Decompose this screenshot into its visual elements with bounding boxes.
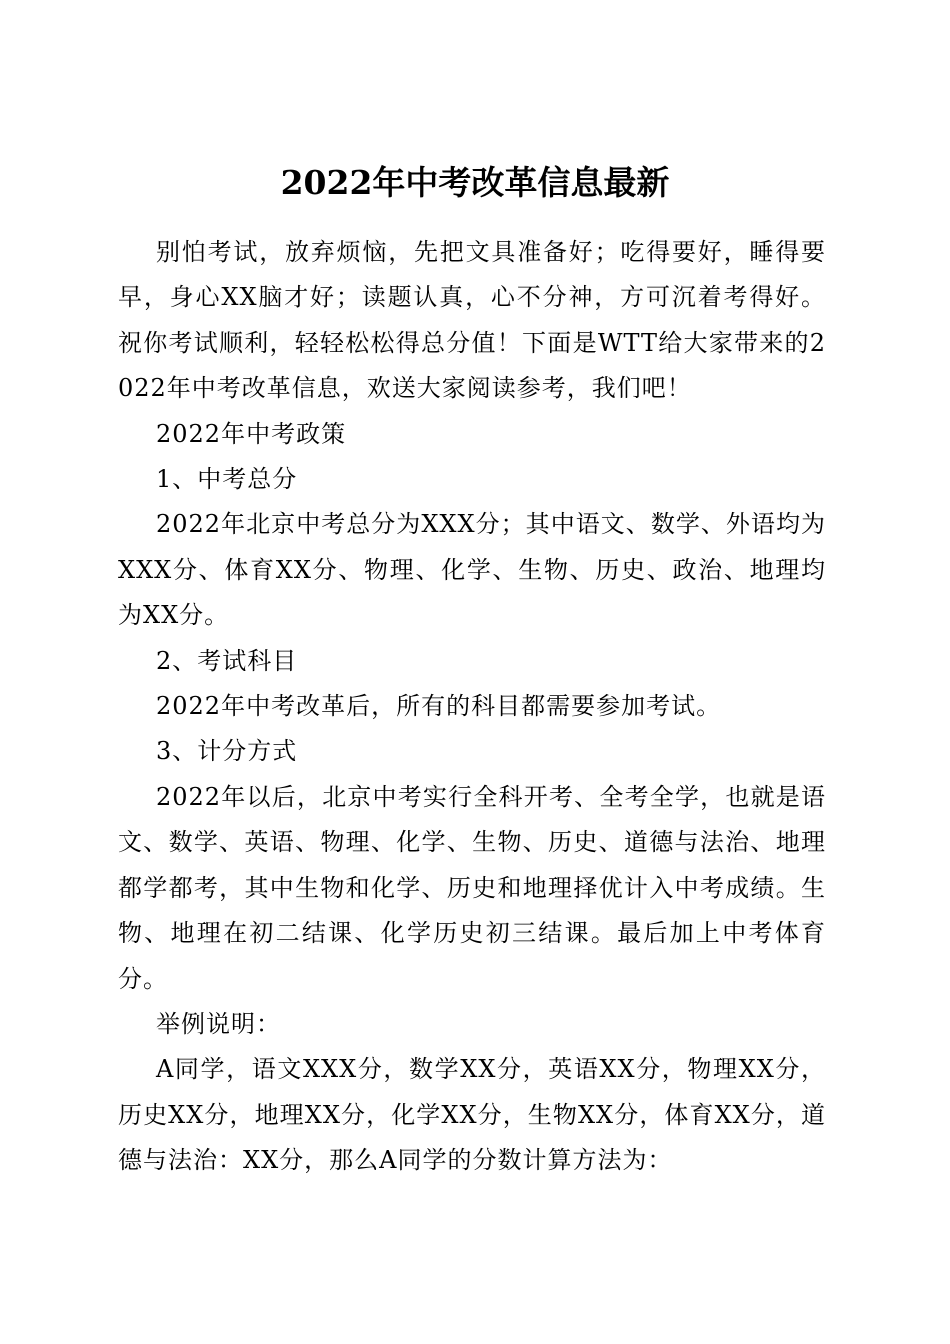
total-score-paragraph: 2022年北京中考总分为XXX分；其中语文、数学、外语均为XXX分、体育XX分、物理、化学、生物、历史、政治、地理均为XX分。 <box>118 510 826 630</box>
subheading-total-score: 1、中考总分 <box>156 465 298 494</box>
section-heading-policy: 2022年中考政策 <box>156 419 347 448</box>
exam-subjects-paragraph: 2022年中考改革后，所有的科目都需要参加考试。 <box>156 692 722 721</box>
document-body <box>118 230 826 1184</box>
document-title: 2022年中考改革信息最新 <box>280 163 670 203</box>
example-paragraph: A同学，语文XXX分，数学XX分，英语XX分，物理XX分，历史XX分，地理XX分，化学XX分，生物XX分，体育XX分，道德与法治：XX分，那么A同学的分数计算方法为： <box>118 1055 826 1175</box>
scoring-method-paragraph: 2022年以后，北京中考实行全科开考、全考全学，也就是语文、数学、英语、物理、化学、生物、历史、道德与法治、地理都学都考，其中生物和化学、历史和地理择优计入中考成绩。生物、地理在初二结课、化学历史初三结课。最后加上中考体育分。 <box>118 782 826 993</box>
subheading-scoring-method: 3、计分方式 <box>156 737 298 766</box>
example-heading: 举例说明： <box>156 1009 281 1038</box>
subheading-exam-subjects: 2、考试科目 <box>156 646 298 675</box>
intro-paragraph: 别怕考试，放弃烦恼，先把文具准备好；吃得要好，睡得要早，身心XX脑才好；读题认真，心不分神，方可沉着考得好。祝你考试顺利，轻轻松松得总分值！下面是WTT给大家带来的2022年中考改革信息，欢送大家阅读参考，我们吧！ <box>118 238 826 403</box>
